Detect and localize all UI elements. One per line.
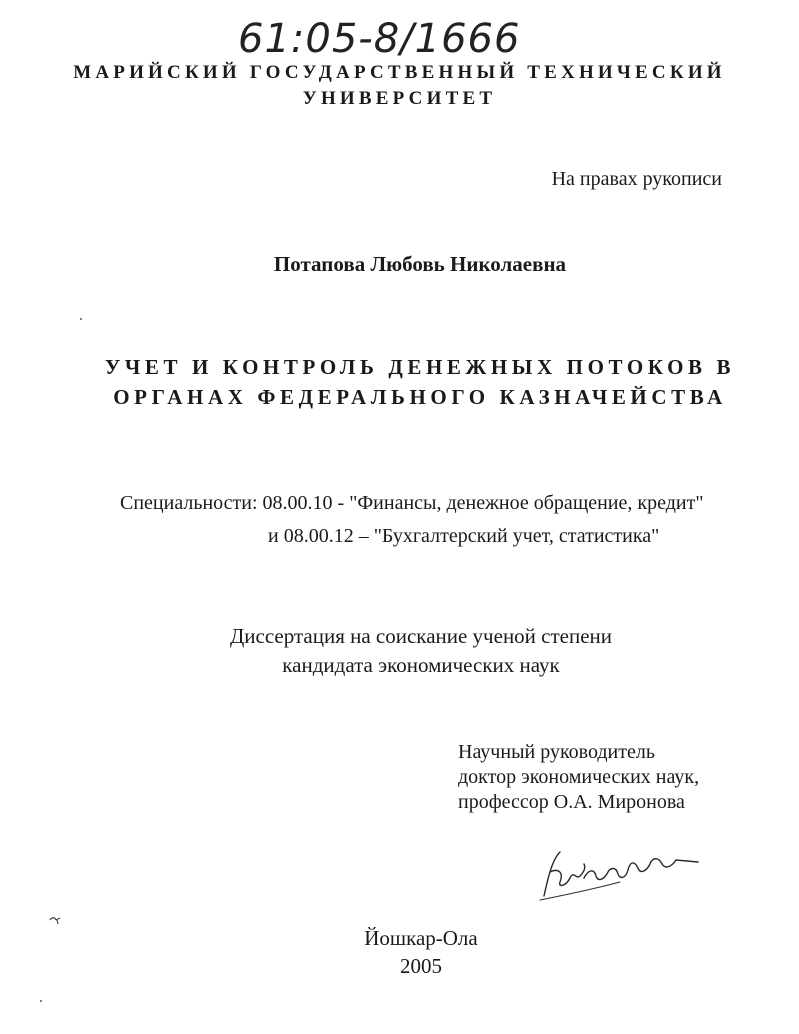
scan-mark-left (48, 912, 62, 922)
city: Йошкар-Ола (364, 926, 478, 950)
supervisor-degree: доктор экономических наук, (458, 766, 700, 788)
university-line-1: МАРИЙСКИЙ ГОСУДАРСТВЕННЫЙ ТЕХНИЧЕСКИЙ (73, 62, 726, 83)
year: 2005 (400, 954, 442, 978)
city-year-block (0, 924, 799, 980)
archive-code-handwritten (238, 12, 521, 64)
degree-line-1: Диссертация на соискание ученой степени (229, 624, 613, 648)
author-name: Потапова Любовь Николаевна (273, 252, 567, 276)
degree-statement (0, 622, 799, 680)
signature-icon (530, 838, 710, 908)
supervisor-role: Научный руководитель (458, 741, 655, 763)
archive-code-svg (238, 12, 521, 64)
thesis-title (0, 352, 799, 412)
signature (530, 838, 710, 908)
thesis-title-line-2: ОРГАНАХ ФЕДЕРАЛЬНОГО КАЗНАЧЕЙСТВА (113, 385, 727, 409)
supervisor-block (458, 740, 699, 815)
scan-speck (40, 1000, 42, 1002)
scan-speck (80, 318, 82, 320)
university-heading (0, 60, 799, 112)
specialty-line-2: и 08.00.12 – "Бухгалтерский учет, статистика" (268, 525, 660, 547)
thesis-title-line-1: УЧЕТ И КОНТРОЛЬ ДЕНЕЖНЫХ ПОТОКОВ В (104, 355, 736, 379)
supervisor-name: профессор О.А. Миронова (458, 791, 685, 813)
manuscript-note: На правах рукописи (551, 168, 722, 190)
specialty-line-1: Специальности: 08.00.10 - "Финансы, денежное обращение, кредит" (120, 492, 704, 514)
degree-line-2: кандидата экономических наук (282, 653, 560, 677)
university-line-2: УНИВЕРСИТЕТ (302, 88, 497, 109)
archive-code-text: 61:05-8/1666 (238, 16, 521, 62)
